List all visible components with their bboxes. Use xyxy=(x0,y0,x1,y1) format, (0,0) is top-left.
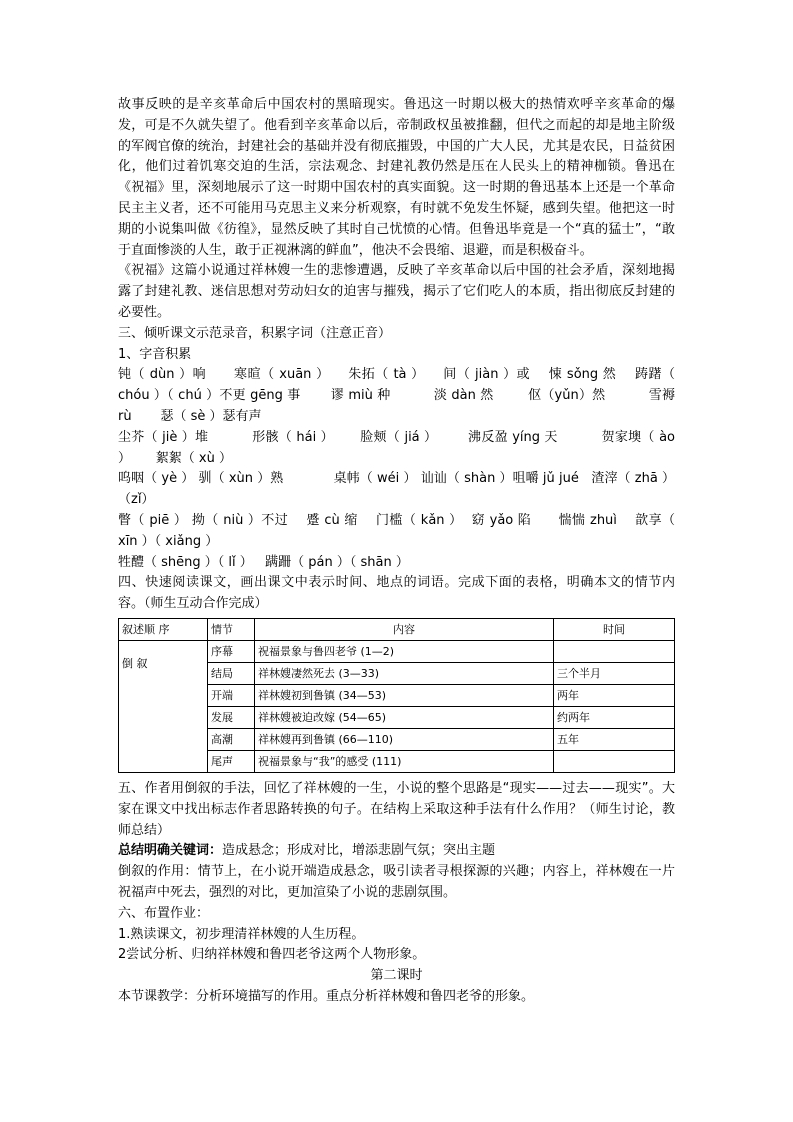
vocab-line: 呜咽（ yè ） 驯（ xùn ）熟 桌帏（ wéi ） 讪讪（ shàn ）咀嚼 jǔ jué 渣滓（ zhā ）（zǐ） xyxy=(118,471,675,508)
time-cell: 约两年 xyxy=(554,706,675,728)
plot-cell: 高潮 xyxy=(208,728,255,750)
document-page xyxy=(118,95,680,1008)
flashback-effect: 倒叙的作用：情节上，在小说开端造成悬念，吸引读者寻根探源的兴趣；内容上，祥林嫂在一片祝福声中死去，强烈的对比，更加渲染了小说的悲剧氛围。 xyxy=(118,864,675,900)
section-heading-3: 三、倾听课文示范录音，积累字词（注意正音） xyxy=(118,325,392,341)
homework-item: 2尝试分析、归纳祥林嫂和鲁四老爷这两个人物形象。 xyxy=(118,947,426,963)
keyword-line xyxy=(118,841,675,862)
keyword-label: 总结明确关键词： xyxy=(118,843,223,859)
table-header: 叙述顺 序 xyxy=(119,618,208,640)
time-cell: 两年 xyxy=(554,684,675,706)
keyword-text: 造成悬念；形成对比，增添悲剧气氛；突出主题 xyxy=(222,843,496,859)
content-cell: 祝福景象与鲁四老爷 (1—2) xyxy=(255,640,554,662)
lesson-focus: 本节课教学：分析环境描写的作用。重点分析祥林嫂和鲁四老爷的形象。 xyxy=(118,988,535,1004)
homework-item: 1.熟读课文，初步理清祥林嫂的人生历程。 xyxy=(118,926,365,942)
subsection-heading: 1、字音积累 xyxy=(118,346,192,362)
content-cell: 祥林嫂凄然死去 (3—33) xyxy=(255,662,554,684)
plot-cell: 尾声 xyxy=(208,750,255,772)
time-cell xyxy=(554,750,675,772)
paragraph-background: 故事反映的是辛亥革命后中国农村的黑暗现实。鲁迅这一时期以极大的热情欢呼辛亥革命的爆发，可是不久就失望了。他看到辛亥革命以后，帝制政权虽被推翻，但代之而起的却是地主阶级的军阀官僚的统治，封建社会的基础并没有彻底摧毁，中国的广大人民，尤其是农民，日益贫困化，他们过着饥寒交迫的生活，宗法观念、封建礼教仍然是压在人民头上的精神枷锁。鲁迅在《祝福》里，深刻地展示了这一时期中国农村的真实面貌。这一时期的鲁迅基本上还是一个革命民主主义者，还不可能用马克思主义来分析观察，有时就不免发生怀疑，感到失望。他把这一时期的小说集叫做《彷徨》，显然反映了其时自己忧愤的心情。但鲁迅毕竟是一个“真的猛士”，“敢于直面惨淡的人生，敢于正视淋漓的鲜血”，他决不会畏缩、退避，而是积极奋斗。 xyxy=(118,97,675,258)
vocab-line: 牲醴（ shēng ）（ lǐ ） 蹒跚（ pán ）（ shān ） xyxy=(118,554,409,570)
section-heading-6: 六、布置作业： xyxy=(118,905,210,921)
paragraph-summary: 《祝福》这篇小说通过祥林嫂一生的悲惨遭遇，反映了辛亥革命以后中国的社会矛盾，深刻地揭露了封建礼教、迷信思想对劳动妇女的迫害与摧残，揭示了它们吃人的本质，指出彻底反封建的必要性。 xyxy=(118,263,675,320)
content-cell: 祥林嫂初到鲁镇 (34—53) xyxy=(255,684,554,706)
content-cell: 祝福景象与“我”的感受 (111) xyxy=(255,750,554,772)
vocab-line: 瞥（ piē ） 拗（ niù ）不过 蹙 cù 缩 门槛（ kǎn ） 窈 yǎo 陷 惴惴 zhuì 歆享（ xīn ）（ xiǎng ） xyxy=(118,512,680,549)
lesson-title: 第二课时 xyxy=(370,968,423,984)
content-cell: 祥林嫂被迫改嫁 (54—65) xyxy=(255,706,554,728)
plot-table xyxy=(118,618,675,773)
table-row xyxy=(119,640,675,662)
table-header-row xyxy=(119,618,675,640)
table-header: 内容 xyxy=(255,618,554,640)
content-cell: 祥林嫂再到鲁镇 (66—110) xyxy=(255,728,554,750)
plot-cell: 结局 xyxy=(208,662,255,684)
table-header: 时间 xyxy=(554,618,675,640)
section-heading-4: 四、快速阅读课文，画出课文中表示时间、地点的词语。完成下面的表格，明确本文的情节内容。（师生互动合作完成） xyxy=(118,575,675,612)
plot-cell: 发展 xyxy=(208,706,255,728)
time-cell xyxy=(554,640,675,662)
section-heading-5: 五、作者用倒叙的手法，回忆了祥林嫂的一生，小说的整个思路是“现实——过去——现实”。大家在课文中找出标志作者思路转换的句子。在结构上采取这种手法有什么作用？（师生讨论，教师总结） xyxy=(118,780,675,838)
time-cell: 五年 xyxy=(554,728,675,750)
vocab-line: 钝（ dùn ）响 寒暄（ xuān ） 朱拓（ tà ） 间（ jiàn ）或 悚 sǒng 然 踌躇（ chóu ）（ chú ）不更 gēng 事 谬 miù 种 淡 dàn 然 伛（yǔn）然 雪褥 rù 瑟（ sè ）瑟有声 xyxy=(118,367,680,424)
vocab-line: 尘芥（ jiè ）堆 形骸（ hái ） 脸颊（ jiá ） 沸反盈 yíng 天 贺家墺（ ào ） 絮絮（ xù ） xyxy=(118,429,680,466)
plot-cell: 序幕 xyxy=(208,640,255,662)
narrative-order: 倒 叙 xyxy=(119,640,208,772)
table-header: 情节 xyxy=(208,618,255,640)
plot-cell: 开端 xyxy=(208,684,255,706)
time-cell: 三个半月 xyxy=(554,662,675,684)
